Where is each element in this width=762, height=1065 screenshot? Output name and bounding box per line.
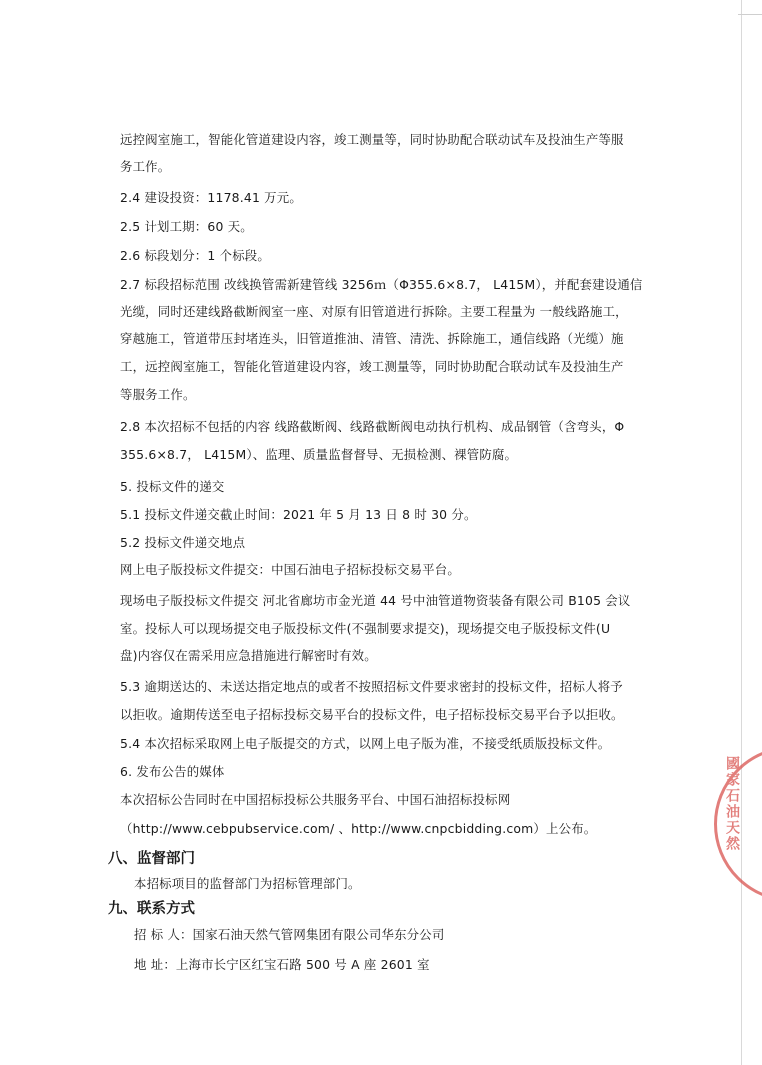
online-submission-line: 网上电子版投标文件提交：中国石油电子招标投标交易平台。 [120, 562, 460, 577]
exclusion-line: 2.8 本次招标不包括的内容 线路截断阀、线路截断阀电动执行机构、成品钢管（含弯头，Φ [120, 419, 625, 434]
section-8-body: 本招标项目的监督部门为招标管理部门。 [134, 876, 361, 891]
duration-line: 2.5 计划工期：60 天。 [120, 219, 253, 234]
section-5-title: 5. 投标文件的递交 [120, 479, 225, 494]
page-edge-line [741, 0, 742, 1065]
section-6-title: 6. 发布公告的媒体 [120, 764, 225, 779]
section-9-heading: 九、联系方式 [108, 901, 195, 917]
text-line: 远控阀室施工，智能化管道建设内容，竣工测量等，同时协助配合联动试车及投油生产等服 [120, 132, 624, 147]
text-line: 以拒收。逾期传送至电子招标投标交易平台的投标文件，电子招标投标交易平台予以拒收。 [120, 707, 624, 722]
media-urls-line: （http://www.cebpubservice.com/ 、http://www.cnpcbidding.com）上公布。 [120, 821, 597, 836]
text-line: 光缆，同时还建线路截断阀室一座、对原有旧管道进行拆除。主要工程量为 一般线路施工， [120, 304, 628, 319]
onsite-submission-line: 现场电子版投标文件提交 河北省廊坊市金光道 44 号中油管道物资装备有限公司 B105 会议 [120, 593, 631, 608]
late-submission-line: 5.3 逾期送达的、未送达指定地点的或者不按照招标文件要求密封的投标文件，招标人将予 [120, 679, 623, 694]
lots-line: 2.6 标段划分：1 个标段。 [120, 248, 270, 263]
tenderer-line: 招 标 人：国家石油天然气管网集团有限公司华东分公司 [134, 927, 445, 942]
text-line: 工，远控阀室施工，智能化管道建设内容，竣工测量等，同时协助配合联动试车及投油生产 [120, 359, 624, 374]
seal-text: 國家石油天然 [724, 756, 740, 852]
text-line: 室。投标人可以现场提交电子版投标文件(不强制要求提交)，现场提交电子版投标文件(U [120, 621, 611, 636]
investment-line: 2.4 建设投资：1178.41 万元。 [120, 190, 302, 205]
scope-line: 2.7 标段招标范围 改线换管需新建管线 3256ｍ（Φ355.6×8.7， L415M），并配套建设通信 [120, 277, 643, 292]
address-line: 地 址：上海市长宁区红宝石路 500 号 A 座 2601 室 [134, 957, 430, 972]
online-only-line: 5.4 本次招标采取网上电子版提交的方式，以网上电子版为准，不接受纸质版投标文件。 [120, 736, 611, 751]
media-line: 本次招标公告同时在中国招标投标公共服务平台、中国石油招标投标网 [120, 792, 511, 807]
text-line: 355.6×8.7， L415M）、监理、质量监督督导、无损检测、裸管防腐。 [120, 447, 518, 462]
location-title: 5.2 投标文件递交地点 [120, 535, 246, 550]
text-line: 穿越施工，管道带压封堵连头，旧管道推油、清管、清洗、拆除施工，通信线路（光缆）施 [120, 331, 624, 346]
text-line: 盘)内容仅在需采用应急措施进行解密时有效。 [120, 648, 377, 663]
text-line: 等服务工作。 [120, 387, 196, 402]
company-seal [708, 738, 762, 898]
section-8-heading: 八、监督部门 [108, 851, 195, 867]
deadline-line: 5.1 投标文件递交截止时间：2021 年 5 月 13 日 8 时 30 分。 [120, 507, 477, 522]
page-corner-mark [738, 0, 762, 15]
text-line: 务工作。 [120, 159, 171, 174]
